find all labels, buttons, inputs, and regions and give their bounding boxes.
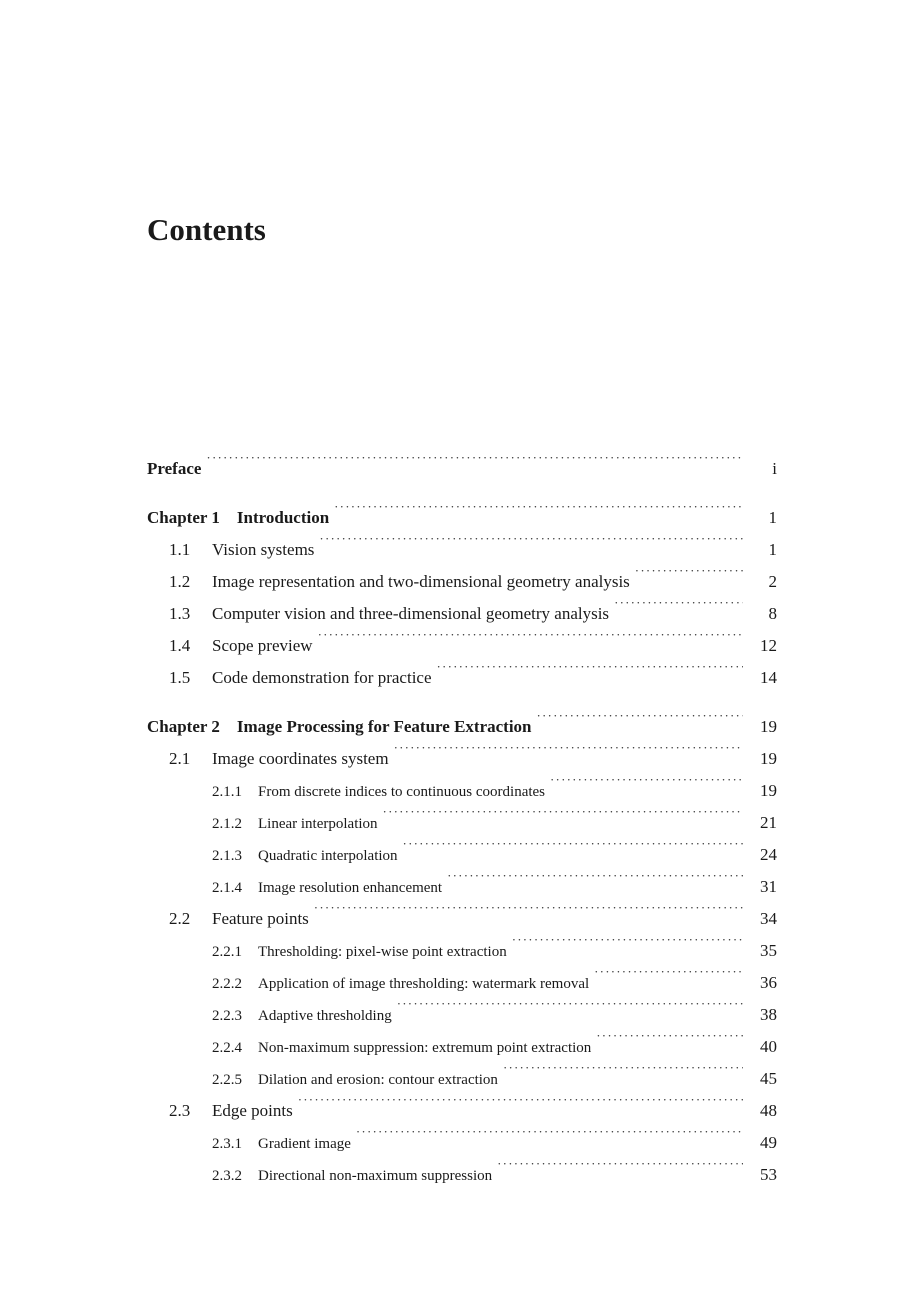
entry-title: Linear interpolation: [258, 816, 378, 832]
toc-entry-chapter-1: [147, 491, 777, 527]
entry-page: 2: [768, 572, 777, 591]
subsection-number: 2.3.1: [212, 1136, 242, 1152]
subsection-number: 2.1.4: [212, 880, 242, 896]
dot-leader: [334, 491, 743, 523]
entry-page: 8: [768, 604, 777, 623]
entry-title: Thresholding: pixel-wise point extraction: [258, 944, 507, 960]
table-of-contents: [147, 442, 777, 1184]
dot-leader: [596, 1020, 743, 1052]
dot-leader: [397, 988, 743, 1020]
page-title: Contents: [147, 212, 266, 247]
dot-leader: [206, 442, 743, 474]
entry-page: 1: [768, 508, 777, 527]
dot-leader: [512, 924, 743, 956]
entry-title: Image Processing for Feature Extraction: [236, 717, 532, 736]
entry-page: 53: [760, 1165, 777, 1184]
entry-title: Directional non-maximum suppression: [258, 1168, 493, 1184]
dot-leader: [356, 1116, 743, 1148]
dot-leader: [614, 587, 743, 619]
entry-page: 12: [760, 636, 777, 655]
section-number: 2.1: [169, 749, 191, 768]
dot-leader: [497, 1148, 743, 1180]
entry-title: Feature points: [212, 909, 309, 928]
entry-page: 38: [760, 1005, 777, 1024]
subsection-number: 2.2.4: [212, 1040, 242, 1056]
entry-page: 19: [760, 781, 777, 800]
subsection-number: 2.2.1: [212, 944, 242, 960]
section-number: 2.3: [169, 1101, 191, 1120]
section-number: 1.2: [169, 572, 191, 591]
subsection-number: 2.1.3: [212, 848, 242, 864]
subsection-number: 2.3.2: [212, 1168, 242, 1184]
entry-page: 34: [760, 909, 777, 928]
dot-leader: [394, 732, 743, 764]
entry-title: Edge points: [212, 1101, 293, 1120]
entry-title: Image resolution enhancement: [258, 880, 443, 896]
section-number: 2.2: [169, 909, 191, 928]
entry-page: 31: [760, 877, 777, 896]
subsection-number: 2.2.5: [212, 1072, 242, 1088]
entry-title: Vision systems: [212, 540, 315, 559]
dot-leader: [503, 1052, 743, 1084]
entry-title: Gradient image: [258, 1136, 351, 1152]
entry-page: 21: [760, 813, 777, 832]
entry-page: 19: [760, 749, 777, 768]
section-number: 1.4: [169, 636, 191, 655]
entry-page: 19: [760, 717, 777, 736]
dot-leader: [403, 828, 743, 860]
section-number: 1.3: [169, 604, 191, 623]
dot-leader: [298, 1084, 743, 1116]
entry-title: Non-maximum suppression: extremum point extraction: [258, 1040, 592, 1056]
subsection-number: 2.2.3: [212, 1008, 242, 1024]
entry-title: Computer vision and three-dimensional geometry analysis: [212, 604, 610, 623]
entry-title: Image representation and two-dimensional geometry analysis: [212, 572, 630, 591]
entry-page: 36: [760, 973, 777, 992]
subsection-number: 2.1.2: [212, 816, 242, 832]
dot-leader: [635, 555, 743, 587]
entry-page: 49: [760, 1133, 777, 1152]
dot-leader: [319, 523, 743, 555]
dot-leader: [537, 700, 744, 732]
entry-title: From discrete indices to continuous coordinates: [258, 784, 546, 800]
section-number: 1.1: [169, 540, 191, 559]
subsection-number: 2.1.1: [212, 784, 242, 800]
entry-page: 24: [760, 845, 777, 864]
entry-title: Preface: [147, 459, 202, 478]
dot-leader: [437, 651, 743, 683]
subsection-number: 2.2.2: [212, 976, 242, 992]
dot-leader: [594, 956, 743, 988]
entry-page: 40: [760, 1037, 777, 1056]
entry-title: Application of image thresholding: watermark removal: [258, 976, 590, 992]
dot-leader: [550, 764, 743, 796]
dot-leader: [383, 796, 743, 828]
chapter-number: Chapter 1: [147, 508, 220, 527]
dot-leader: [318, 619, 743, 651]
entry-page: 35: [760, 941, 777, 960]
entry-title: Image coordinates system: [212, 749, 389, 768]
entry-page: 1: [768, 540, 777, 559]
section-number: 1.5: [169, 668, 191, 687]
chapter-number: Chapter 2: [147, 717, 220, 736]
toc-entry-chapter-2: [147, 700, 777, 736]
entry-page: i: [772, 459, 777, 478]
toc-entry-preface: [147, 442, 777, 478]
dot-leader: [314, 892, 743, 924]
entry-page: 14: [760, 668, 777, 687]
entry-page: 48: [760, 1101, 777, 1120]
entry-title: Code demonstration for practice: [212, 668, 432, 687]
entry-title: Quadratic interpolation: [258, 848, 398, 864]
entry-title: Dilation and erosion: contour extraction: [258, 1072, 498, 1088]
entry-page: 45: [760, 1069, 777, 1088]
entry-title: Introduction: [236, 508, 330, 527]
entry-title: Scope preview: [212, 636, 313, 655]
entry-title: Adaptive thresholding: [258, 1008, 392, 1024]
dot-leader: [447, 860, 743, 892]
